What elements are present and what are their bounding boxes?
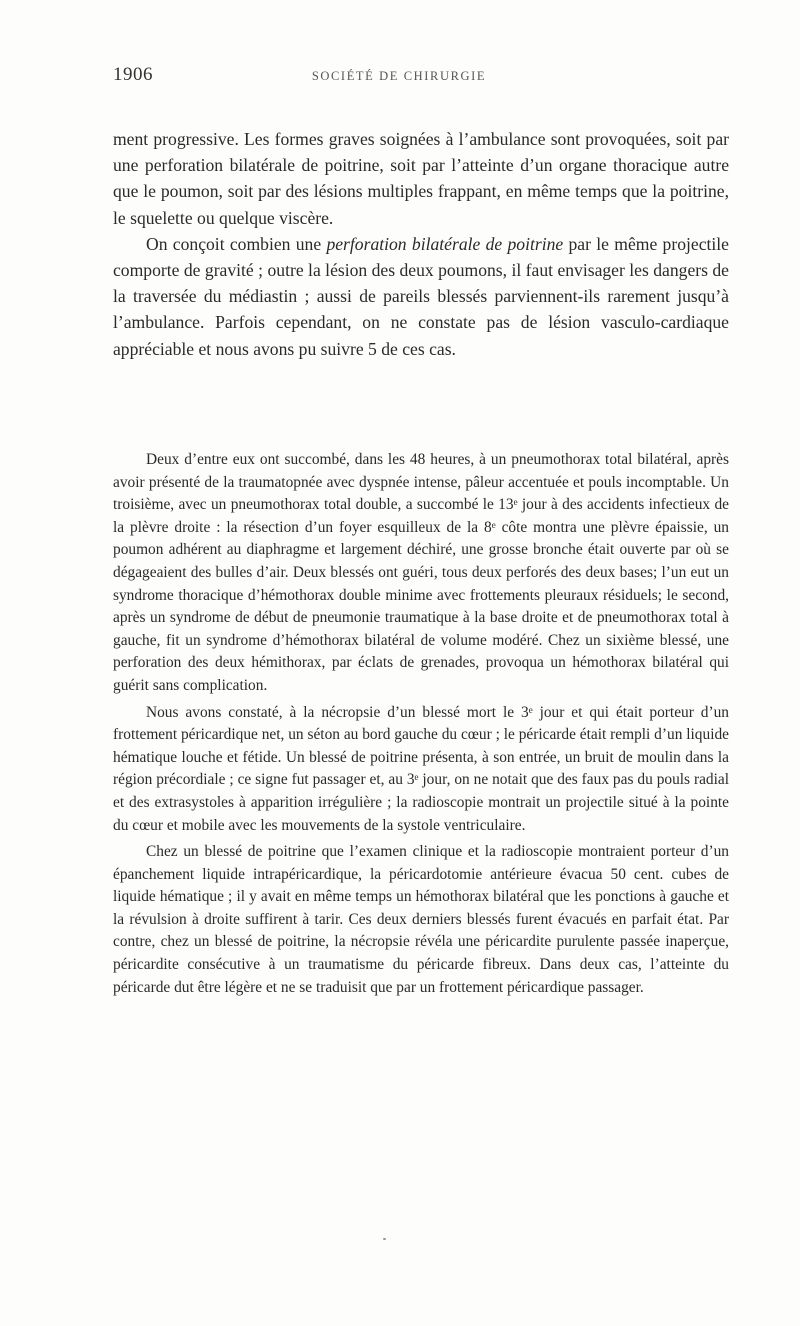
paragraph-text-start: On conçoit combien une [146,233,327,254]
case-paragraph-pericardial: Chez un blessé de poitrine que l’examen clinique et la radioscopie montraient porteur d’un épanchement liquide intrapéricardique, la péricardotomie antérieure évacua 50 cent. cubes de liquide hématique ; il y avait en même temps un hémothorax bilatéral que les ponctions à gauche et la révulsion à droite suffirent à tarir. Ces deux derniers blessés furent évacués en parfait état. Par contre, chez un blessé de poitrine, la nécropsie révéla une péricardite purulente passée inaperçue, péricardite consécutive à un traumatisme du péricarde fibreux. Dans deux cas, l’atteinte du péricarde dut être légère et ne se traduisit que par un frottement péricardique passager. [113,843,729,996]
running-head: SOCIÉTÉ DE CHIRURGIE [311,69,487,83]
page-mark [383,1238,386,1240]
page-number: 1906 [113,64,153,85]
case-paragraph-necropsy: Nous avons constaté, à la nécropsie d’un blessé mort le 3ᵉ jour et qui était porteur d’un frottement péricardique net, un séton au bord gauche du cœur ; le péricarde était rempli d’un liquide hématique louche et fétide. Un blessé de poitrine présenta, à son entrée, un bruit de moulin dans la région précordiale ; ce signe fut passager et, au 3ᵉ jour, on ne notait que des faux pas du pouls radial et des extrasystoles à apparition irrégulière ; la radioscopie montrait un projectile situé à la pointe du cœur et mobile avec les mouvements de la systole ventriculaire. [113,703,729,834]
case-notes-block [113,449,729,1003]
paragraph-continuation: ment progressive. Les formes graves soignées à l’ambulance sont provoquées, soit par une perforation bilatérale de poitrine, soit par l’atteinte d’un organe thoracique autre que le poumon, soit par des lésions multiples frappant, en même temps que la poitrine, le squelette ou quelque viscère. [113,129,729,228]
paragraph-text-end: par le même projectile comporte de gravité ; outre la lésion des deux poumons, il faut envisager les dangers de la traversée du médiastin ; aussi de pareils blessés parviennent-ils rarement jusqu’à l’ambulance. Parfois cependant, on ne constate pas de lésion vasculo-cardiaque appréciable et nous avons pu suivre 5 de ces cas. [113,233,729,359]
paragraph-bilateral-perforation [113,231,729,362]
page-header [113,64,685,90]
case-paragraph-pneumothorax: Deux d’entre eux ont succombé, dans les 48 heures, à un pneumothorax total bilatéral, après avoir présenté de la traumatopnée avec dyspnée intense, pâleur accentuée et pouls incomptable. Un troisième, avec un pneumothorax total double, a succombé le 13ᵉ jour à des accidents infectieux de la plèvre droite : la résection d’un foyer esquilleux de la 8ᵉ côte montra une plèvre épaissie, un poumon adhérent au diaphragme et largement déchiré, une grosse bronche était ouverte par où se dégageaient des bulles d’air. Deux blessés ont guéri, tous deux perforés des deux bases; l’un eut un syndrome thoracique d’hémothorax double minime avec frottements pleuraux résiduels; le second, après un syndrome de début de pneumonie traumatique à la base droite et de pneumothorax total à gauche, fit un syndrome d’hémothorax bilatéral de volume modéré. Chez un sixième blessé, une perforation des deux hémithorax, par éclats de grenades, provoqua un hémothorax bilatéral qui guérit sans complication. [113,451,729,694]
italic-term: perforation bilatérale de poitrine [326,233,564,254]
main-text-block [113,126,729,362]
